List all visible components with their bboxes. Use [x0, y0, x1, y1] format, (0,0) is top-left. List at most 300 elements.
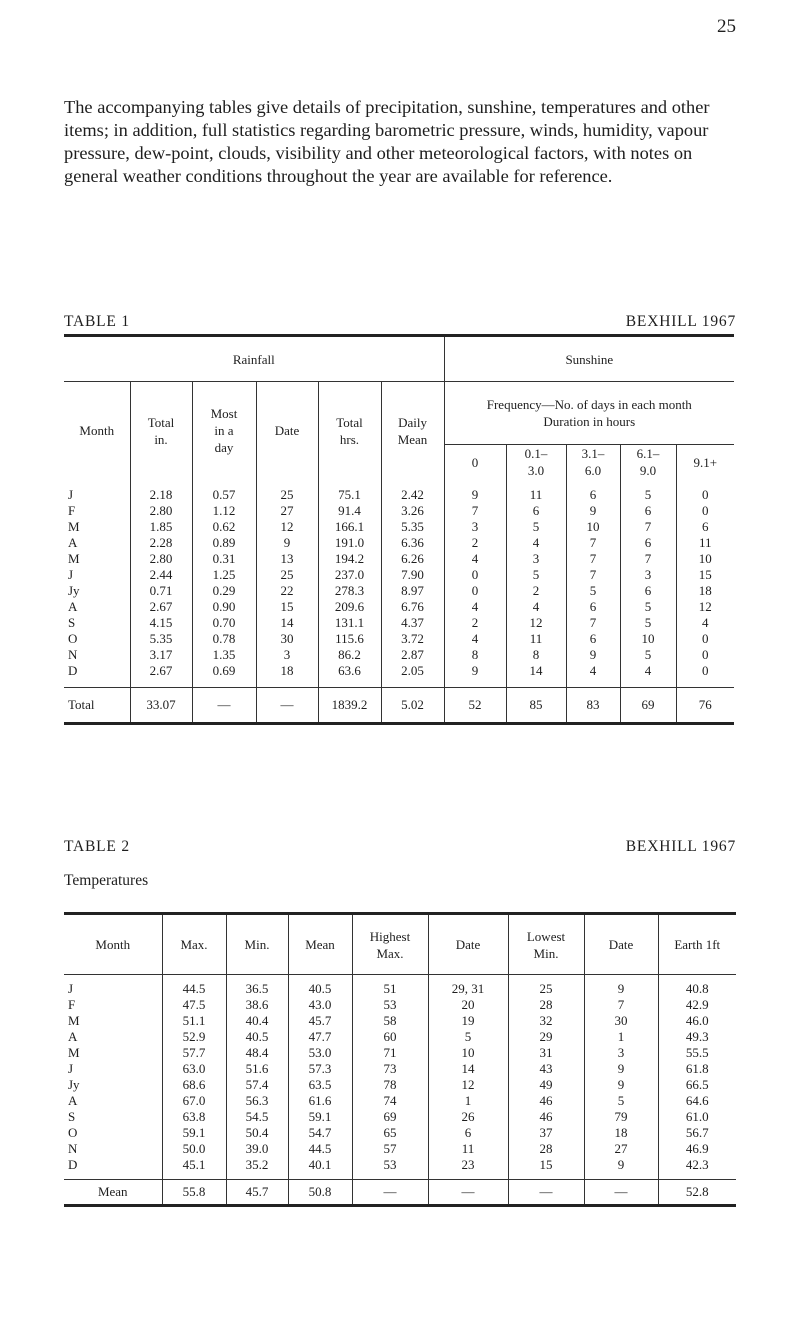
cell: 11	[699, 535, 712, 550]
cell: —	[584, 1180, 658, 1206]
cell: 51.6	[226, 1061, 288, 1077]
cell: 63.8	[162, 1109, 226, 1125]
cell: 4	[444, 599, 506, 615]
cell: 6.26	[381, 551, 444, 567]
cell: 35.2	[226, 1157, 288, 1180]
cell: 0	[444, 583, 506, 599]
cell: 6	[566, 631, 620, 647]
cell: 57.7	[162, 1045, 226, 1061]
cell: 15	[508, 1157, 584, 1180]
cell: 7	[566, 535, 620, 551]
cell: 50.0	[162, 1141, 226, 1157]
cell: 7	[620, 551, 676, 567]
cell: —	[508, 1180, 584, 1206]
cell: 45.7	[226, 1180, 288, 1206]
cell: 18	[584, 1125, 658, 1141]
cell: 76	[676, 688, 734, 724]
cell: 5	[506, 519, 566, 535]
bin-header: 0	[444, 445, 506, 480]
frequency-header: Frequency—No. of days in each month Duration in hours	[444, 382, 734, 445]
header-total-in: Total in.	[130, 382, 192, 480]
cell: 5.35	[130, 631, 192, 647]
cell: 49	[508, 1077, 584, 1093]
cell: A	[64, 535, 130, 551]
table1-location: BEXHILL 1967	[625, 313, 736, 330]
table-row	[64, 1125, 736, 1141]
bin-header: 3.1– 6.0	[566, 445, 620, 480]
table2-subtitle: Temperatures	[64, 872, 149, 889]
cell: 4.15	[130, 615, 192, 631]
cell: 9	[584, 1157, 658, 1180]
cell: 4	[620, 663, 676, 688]
cell: 46.0	[685, 1013, 709, 1028]
cell: 43.0	[288, 997, 352, 1013]
cell: 0.70	[192, 615, 256, 631]
cell: 54.7	[288, 1125, 352, 1141]
cell: 2.80	[130, 503, 192, 519]
cell: 6	[506, 503, 566, 519]
mean-row	[64, 1180, 736, 1206]
cell: 28	[508, 1141, 584, 1157]
cell: —	[352, 1180, 428, 1206]
cell: 25	[256, 567, 318, 583]
header-total-hrs: Total hrs.	[318, 382, 381, 480]
cell: J	[64, 975, 162, 998]
cell: 0	[702, 663, 709, 678]
cell: 22	[256, 583, 318, 599]
cell: 18	[256, 663, 318, 688]
cell: 0	[444, 567, 506, 583]
cell: 46	[508, 1093, 584, 1109]
cell: 5.02	[381, 688, 444, 724]
cell: 52.8	[658, 1180, 736, 1206]
cell: 50.8	[288, 1180, 352, 1206]
total-row	[64, 688, 734, 724]
table-row	[64, 1029, 736, 1045]
cell: 2.44	[130, 567, 192, 583]
cell: 6	[566, 599, 620, 615]
cell: 4	[506, 599, 566, 615]
cell: 9	[566, 503, 620, 519]
cell: 45.7	[288, 1013, 352, 1029]
cell: 53	[352, 997, 428, 1013]
table-row	[64, 1013, 736, 1029]
cell: 5.35	[381, 519, 444, 535]
cell: 11	[428, 1141, 508, 1157]
cell: 54.5	[226, 1109, 288, 1125]
cell: 7	[566, 551, 620, 567]
cell: 11	[506, 631, 566, 647]
cell: 2.18	[130, 479, 192, 503]
cell: 14	[506, 663, 566, 688]
cell: 51.1	[162, 1013, 226, 1029]
cell: 3	[256, 647, 318, 663]
cell: 74	[352, 1093, 428, 1109]
cell: 56.7	[685, 1125, 709, 1140]
cell: 2.67	[130, 599, 192, 615]
cell: 71	[352, 1045, 428, 1061]
table-row	[64, 1141, 736, 1157]
cell: 40.5	[226, 1029, 288, 1045]
cell: 9	[566, 647, 620, 663]
cell: J	[64, 479, 130, 503]
cell: 1839.2	[318, 688, 381, 724]
cell: M	[64, 1013, 162, 1029]
cell: M	[64, 1045, 162, 1061]
cell: 209.6	[318, 599, 381, 615]
table-row	[64, 583, 734, 599]
rainfall-group-header: Rainfall	[64, 336, 444, 382]
cell: 39.0	[226, 1141, 288, 1157]
cell: 19	[428, 1013, 508, 1029]
bin-header: 9.1+	[693, 454, 718, 470]
cell: 53	[352, 1157, 428, 1180]
cell: 91.4	[318, 503, 381, 519]
cell: 26	[428, 1109, 508, 1125]
cell: 68.6	[162, 1077, 226, 1093]
cell: 10	[698, 551, 712, 566]
cell: 52	[444, 688, 506, 724]
cell: 9	[584, 1077, 658, 1093]
header-date: Date	[256, 382, 318, 480]
cell: 11	[506, 479, 566, 503]
cell: 6	[566, 479, 620, 503]
cell: 3.72	[381, 631, 444, 647]
cell: 4	[444, 551, 506, 567]
cell: 1.12	[192, 503, 256, 519]
table-row	[64, 1045, 736, 1061]
cell: 9	[584, 1061, 658, 1077]
table-row	[64, 535, 734, 551]
cell: 4	[444, 631, 506, 647]
cell: 30	[584, 1013, 658, 1029]
cell: 18	[698, 583, 712, 598]
cell: 12	[698, 599, 712, 614]
cell: 73	[352, 1061, 428, 1077]
cell: D	[64, 663, 130, 688]
cell: M	[64, 519, 130, 535]
table-row	[64, 631, 734, 647]
cell: J	[64, 1061, 162, 1077]
cell: —	[192, 688, 256, 724]
table-row	[64, 599, 734, 615]
cell: 40.1	[288, 1157, 352, 1180]
cell: 115.6	[318, 631, 381, 647]
sunshine-group-header: Sunshine	[444, 336, 734, 382]
cell: 57.3	[288, 1061, 352, 1077]
table-row	[64, 1077, 736, 1093]
cell: 50.4	[226, 1125, 288, 1141]
cell: 44.5	[288, 1141, 352, 1157]
cell: 23	[428, 1157, 508, 1180]
cell: 2.87	[381, 647, 444, 663]
cell: 25	[256, 479, 318, 503]
cell: —	[256, 688, 318, 724]
cell: 0.78	[192, 631, 256, 647]
header-most-in-a-day: Most in a day	[192, 382, 256, 480]
cell: 67.0	[162, 1093, 226, 1109]
cell: 63.0	[162, 1061, 226, 1077]
cell: 4	[566, 663, 620, 688]
cell: 29	[508, 1029, 584, 1045]
cell: 0.62	[192, 519, 256, 535]
cell: 86.2	[318, 647, 381, 663]
cell: 12	[256, 519, 318, 535]
cell: 4.37	[381, 615, 444, 631]
cell: 7	[566, 567, 620, 583]
cell: 3.17	[130, 647, 192, 663]
cell: 131.1	[318, 615, 381, 631]
cell: 20	[428, 997, 508, 1013]
cell: 15	[698, 567, 712, 582]
cell: 29, 31	[428, 975, 508, 998]
table-row	[64, 567, 734, 583]
cell: S	[64, 1109, 162, 1125]
cell: 3.26	[381, 503, 444, 519]
cell: 10	[428, 1045, 508, 1061]
table-row	[64, 1109, 736, 1125]
cell: 69	[620, 688, 676, 724]
cell: 8	[444, 647, 506, 663]
cell: 12	[428, 1077, 508, 1093]
cell: 5	[620, 615, 676, 631]
cell: 57.4	[226, 1077, 288, 1093]
header-date: Date	[428, 914, 508, 975]
cell: 46.9	[685, 1141, 709, 1156]
cell: 49.3	[685, 1029, 709, 1044]
cell: 44.5	[162, 975, 226, 998]
cell: 166.1	[318, 519, 381, 535]
cell: 0.71	[130, 583, 192, 599]
cell: 1	[428, 1093, 508, 1109]
cell: 7	[566, 615, 620, 631]
cell: 83	[566, 688, 620, 724]
cell: J	[64, 567, 130, 583]
cell: 63.5	[288, 1077, 352, 1093]
bin-header: 0.1– 3.0	[506, 445, 566, 480]
cell: 52.9	[162, 1029, 226, 1045]
cell: 57	[352, 1141, 428, 1157]
bin-header: 6.1– 9.0	[620, 445, 676, 480]
cell: 5	[506, 567, 566, 583]
cell: 278.3	[318, 583, 381, 599]
cell: 9	[256, 535, 318, 551]
cell: 66.5	[685, 1077, 709, 1092]
cell: F	[64, 503, 130, 519]
cell: 61.8	[685, 1061, 709, 1076]
cell: 47.5	[162, 997, 226, 1013]
cell: 10	[566, 519, 620, 535]
table-row	[64, 479, 734, 503]
cell: 51	[352, 975, 428, 998]
cell: 63.6	[318, 663, 381, 688]
cell: 0.89	[192, 535, 256, 551]
cell: 237.0	[318, 567, 381, 583]
cell: 2.28	[130, 535, 192, 551]
cell: 46	[508, 1109, 584, 1125]
cell: 2	[444, 615, 506, 631]
cell: 31	[508, 1045, 584, 1061]
cell: 1	[584, 1029, 658, 1045]
cell: 64.6	[685, 1093, 709, 1108]
cell: 6	[702, 519, 709, 534]
cell: O	[64, 1125, 162, 1141]
cell: 12	[506, 615, 566, 631]
cell: 1.25	[192, 567, 256, 583]
table-row	[64, 997, 736, 1013]
cell: Jy	[64, 1077, 162, 1093]
table-row	[64, 503, 734, 519]
cell: 13	[256, 551, 318, 567]
cell: 42.9	[685, 997, 709, 1012]
cell: 2	[444, 535, 506, 551]
cell: 5	[584, 1093, 658, 1109]
table2-location: BEXHILL 1967	[625, 838, 736, 855]
cell: 5	[428, 1029, 508, 1045]
cell: 45.1	[162, 1157, 226, 1180]
cell: 60	[352, 1029, 428, 1045]
header-month: Month	[64, 382, 130, 480]
table-row	[64, 1061, 736, 1077]
table-row	[64, 1093, 736, 1109]
table-row	[64, 975, 736, 998]
cell: 6.36	[381, 535, 444, 551]
header-month: Month	[64, 914, 162, 975]
table-row	[64, 519, 734, 535]
cell: 0	[702, 487, 709, 502]
cell: D	[64, 1157, 162, 1180]
cell: 3	[444, 519, 506, 535]
cell: 6	[620, 535, 676, 551]
cell: 194.2	[318, 551, 381, 567]
cell: 9	[584, 975, 658, 998]
table-row	[64, 663, 734, 688]
table-row	[64, 647, 734, 663]
cell: 43	[508, 1061, 584, 1077]
cell: 2.67	[130, 663, 192, 688]
cell: 33.07	[130, 688, 192, 724]
cell: 6.76	[381, 599, 444, 615]
cell: 4	[702, 615, 709, 630]
cell: 3	[620, 567, 676, 583]
cell: 6	[428, 1125, 508, 1141]
cell: F	[64, 997, 162, 1013]
cell: 8.97	[381, 583, 444, 599]
cell: 27	[256, 503, 318, 519]
cell: 5	[620, 479, 676, 503]
cell: M	[64, 551, 130, 567]
cell: 0	[702, 631, 709, 646]
header-mean: Mean	[288, 914, 352, 975]
cell: 65	[352, 1125, 428, 1141]
cell: A	[64, 1093, 162, 1109]
cell: A	[64, 599, 130, 615]
cell: 58	[352, 1013, 428, 1029]
header-lowest-min: Lowest Min.	[508, 914, 584, 975]
cell: 1.85	[130, 519, 192, 535]
cell: 61.0	[685, 1109, 709, 1124]
cell: 14	[428, 1061, 508, 1077]
cell: 10	[620, 631, 676, 647]
cell: 38.6	[226, 997, 288, 1013]
cell: —	[428, 1180, 508, 1206]
cell: 7.90	[381, 567, 444, 583]
cell: 7	[620, 519, 676, 535]
header-earth-1ft: Earth 1ft	[658, 914, 736, 975]
header-date: Date	[584, 914, 658, 975]
rainfall-sunshine-table	[64, 334, 734, 725]
cell: 0.29	[192, 583, 256, 599]
cell: 191.0	[318, 535, 381, 551]
cell: 7	[584, 997, 658, 1013]
cell: 30	[256, 631, 318, 647]
cell: 6	[620, 583, 676, 599]
cell: 4	[506, 535, 566, 551]
cell: 61.6	[288, 1093, 352, 1109]
cell: 40.4	[226, 1013, 288, 1029]
cell: 1.35	[192, 647, 256, 663]
page-number: 25	[717, 16, 736, 37]
header-highest-max: Highest Max.	[352, 914, 428, 975]
cell: 55.8	[162, 1180, 226, 1206]
cell: 36.5	[226, 975, 288, 998]
cell: 40.5	[288, 975, 352, 998]
cell: O	[64, 631, 130, 647]
table-row	[64, 615, 734, 631]
cell: 56.3	[226, 1093, 288, 1109]
cell: Total	[64, 688, 130, 724]
cell: 75.1	[318, 479, 381, 503]
cell: 79	[584, 1109, 658, 1125]
cell: 59.1	[288, 1109, 352, 1125]
cell: 40.8	[685, 981, 709, 996]
cell: 69	[352, 1109, 428, 1125]
cell: 9	[444, 663, 506, 688]
cell: 59.1	[162, 1125, 226, 1141]
cell: 0	[702, 647, 709, 662]
temperatures-table	[64, 912, 736, 1207]
cell: 0.90	[192, 599, 256, 615]
cell: 2.80	[130, 551, 192, 567]
cell: 37	[508, 1125, 584, 1141]
header-daily-mean: Daily Mean	[381, 382, 444, 480]
cell: Jy	[64, 583, 130, 599]
cell: 3	[506, 551, 566, 567]
cell: 6	[620, 503, 676, 519]
cell: 0.31	[192, 551, 256, 567]
cell: 2	[506, 583, 566, 599]
cell: 47.7	[288, 1029, 352, 1045]
cell: 53.0	[288, 1045, 352, 1061]
cell: 5	[620, 599, 676, 615]
cell: N	[64, 1141, 162, 1157]
cell: 15	[256, 599, 318, 615]
cell: 2.05	[381, 663, 444, 688]
cell: 25	[508, 975, 584, 998]
cell: 5	[566, 583, 620, 599]
cell: N	[64, 647, 130, 663]
cell: 48.4	[226, 1045, 288, 1061]
cell: 78	[352, 1077, 428, 1093]
cell: 14	[256, 615, 318, 631]
cell: 3	[584, 1045, 658, 1061]
table-row	[64, 551, 734, 567]
cell: 32	[508, 1013, 584, 1029]
cell: 0	[702, 503, 709, 518]
cell: 5	[620, 647, 676, 663]
cell: 28	[508, 997, 584, 1013]
cell: A	[64, 1029, 162, 1045]
